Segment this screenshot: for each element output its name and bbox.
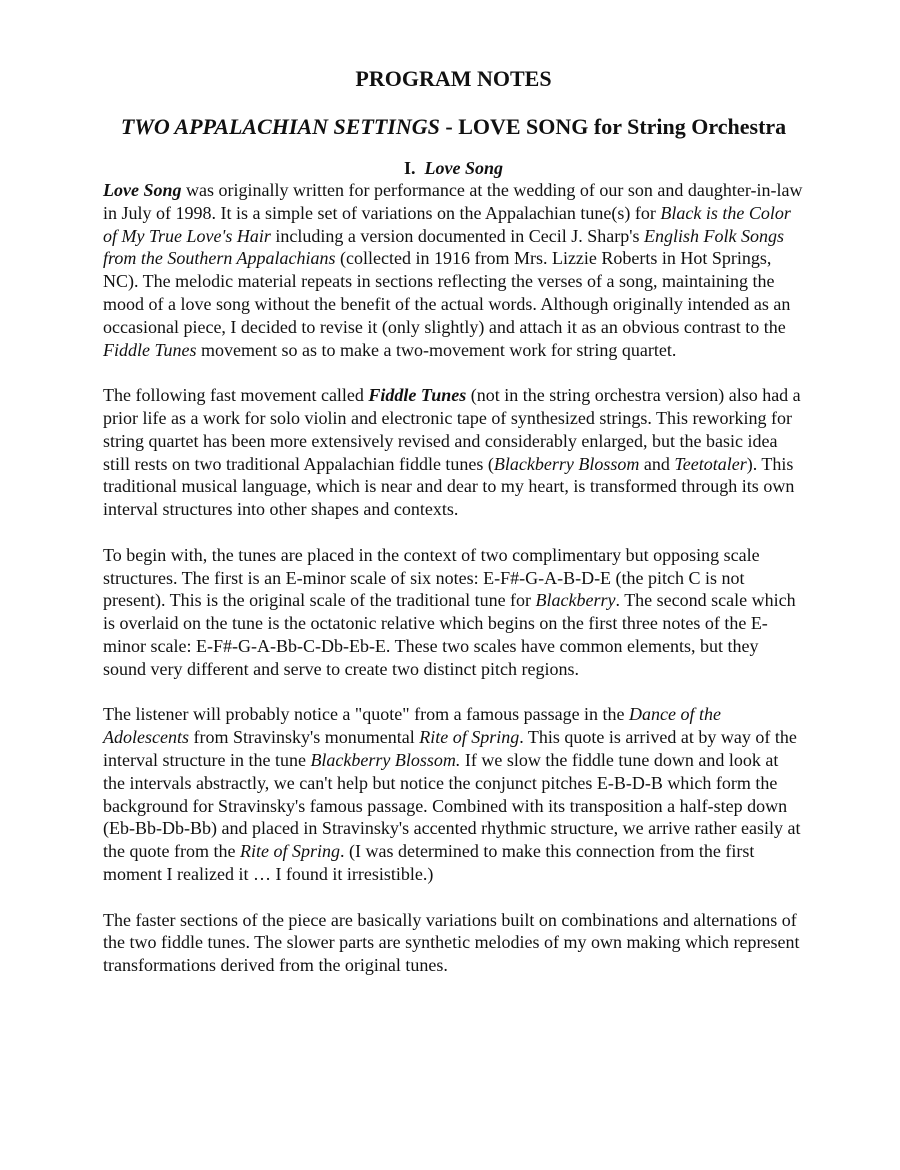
paragraph-scales (103, 544, 804, 681)
italic-title: Blackberry Blossom. (310, 749, 461, 770)
paragraph-sections (103, 909, 804, 977)
text-run: ). This traditional musical language, which is near and dear to my heart, is transformed through its own interval structures into other shapes and contexts. (103, 453, 795, 520)
text-run: The following fast movement called (103, 385, 369, 406)
text-run: . (I was determined to make this connection from the first moment I realized it … I found it irresistible.) (103, 841, 755, 884)
italic-title: Blackberry Blossom (493, 453, 640, 474)
italic-title: Black is the Color of My True Love's Hair (103, 202, 791, 246)
text-run: If we slow the fiddle tune down and look at the intervals abstractly, we can't help but notice the conjunct pitches E-B-D-B which form the background for Stravinsky's famous passage. Combined with its transposition a half-step down (Eb-Bb-Db-Bb) and placed in Stravinsky's accented rhythmic structure, we arrive rather easily at the quote from the (103, 749, 801, 862)
work-subtitle-rest: - LOVE SONG for String Orchestra (439, 114, 787, 139)
paragraph-fiddle-tunes (103, 384, 804, 521)
text-run: from Stravinsky's monumental (188, 727, 420, 748)
work-subtitle (103, 114, 804, 140)
paragraph-love-song (103, 179, 804, 361)
italic-title: Rite of Spring (239, 841, 340, 862)
text-run: (not in the string orchestra version) also had a prior life as a work for solo violin and electronic tape of synthesized strings. This reworking for string quartet has been more extensively revised and considerably enlarged, but the basic idea still rests on two traditional Appalachian fiddle tunes ( (103, 385, 801, 474)
text-run: including a version documented in Cecil J. Sharp's (270, 225, 645, 246)
movement-name: Love Song (424, 158, 503, 178)
italic-title: Blackberry (535, 590, 616, 611)
page-title: PROGRAM NOTES (355, 66, 552, 91)
text-run: To begin with, the tunes are placed in the context of two complimentary but opposing scale structures. The first is an E-minor scale of six notes: E-F#-G-A-B-D-E (the pitch C is not present). This is the original scale of the traditional tune for (103, 544, 760, 611)
text-run: movement so as to make a two-movement work for string quartet. (196, 339, 677, 360)
text-run: The faster sections of the piece are basically variations built on combinations and alternations of the two fiddle tunes. The slower parts are synthetic melodies of my own making which represent transformations derived from the original tunes. (103, 909, 800, 976)
text-run: was originally written for performance at the wedding of our son and daughter-in-law in July of 1998. It is a simple set of variations on the Appalachian tune(s) for (103, 180, 803, 223)
movement-number: I. (403, 158, 416, 178)
work-title: TWO APPALACHIAN SETTINGS (120, 114, 440, 139)
italic-title: Rite of Spring (419, 727, 520, 748)
italic-title: English Folk Songs from the Southern Appalachians (103, 225, 785, 269)
italic-title: Fiddle Tunes (103, 339, 197, 360)
italic-title: Teetotaler (674, 453, 747, 474)
italic-title: Dance of the Adolescents (103, 704, 722, 748)
paragraph-stravinsky (103, 703, 804, 885)
lead-term: Love Song (103, 180, 182, 200)
text-run: . This quote is arrived at by way of the interval structure in the tune (103, 727, 797, 770)
movement-heading (103, 158, 804, 179)
text-run: . The second scale which is overlaid on the tune is the octatonic relative which begins on the first three notes of the E-minor scale: E-F#-G-A-Bb-C-Db-Eb-E. These two scales have common elements, but they sound very different and serve to create two distinct pitch regions. (103, 590, 796, 679)
text-run: The listener will probably notice a "quote" from a famous passage in the (103, 704, 630, 725)
bold-italic-term: Fiddle Tunes (368, 385, 467, 406)
text-run: and (639, 453, 675, 474)
text-run: (collected in 1916 from Mrs. Lizzie Roberts in Hot Springs, NC). The melodic material repeats in sections reflecting the verses of a song, maintaining the mood of a love song without the benefit of the actual words. Although originally intended as an occasional piece, I decided to revise it (only slightly) and attach it as an obvious contrast to the (103, 248, 791, 337)
